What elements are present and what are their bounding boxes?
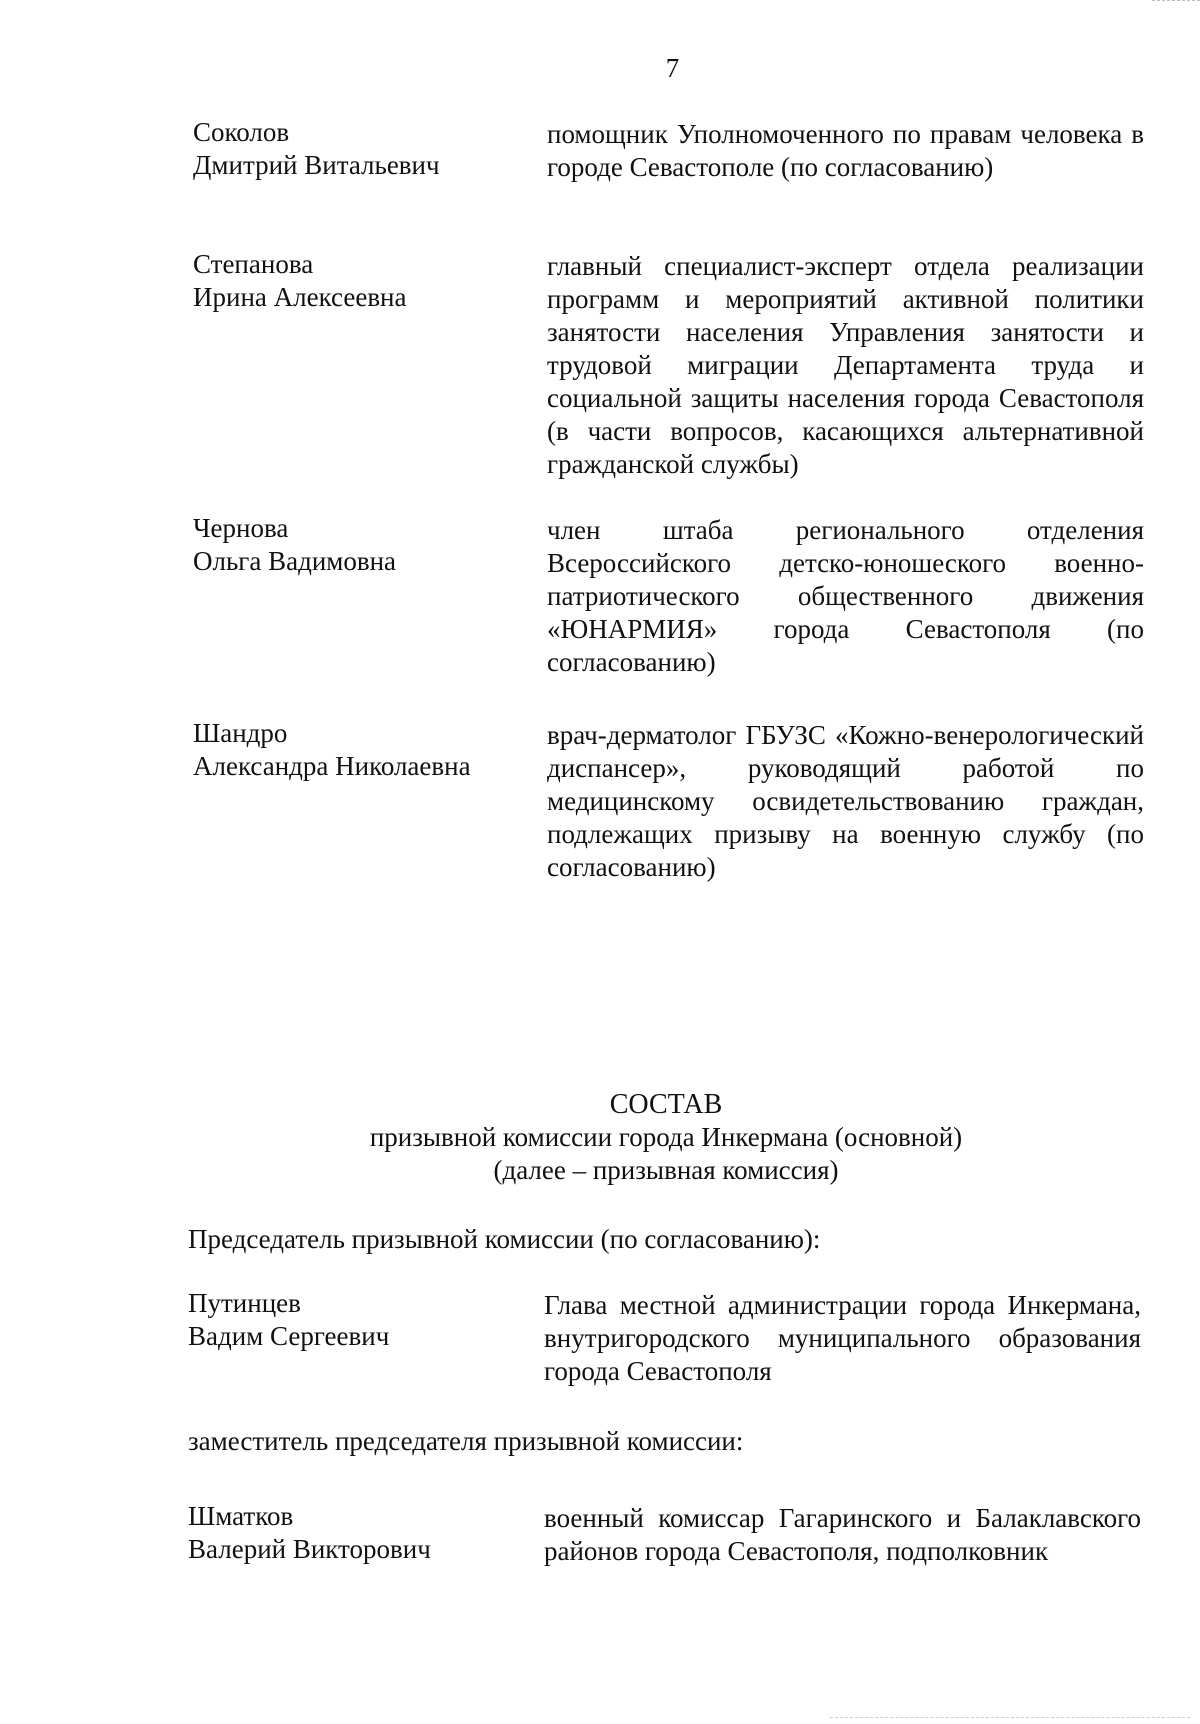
member-surname: Соколов bbox=[193, 117, 290, 147]
member-name bbox=[193, 512, 523, 578]
chair-given-name: Вадим Сергеевич bbox=[188, 1321, 390, 1351]
member-role: врач-дерматолог ГБУЗС «Кожно-венерологический диспансер», руководящий работой по медицинскому освидетельствованию граждан, подлежащих призыву на военную службу (по согласованию) bbox=[547, 720, 1144, 882]
composition-heading bbox=[0, 1088, 1200, 1187]
member-surname: Шандро bbox=[193, 718, 288, 748]
chair-role: Глава местной администрации города Инкермана, внутригородского муниципального образования города Севастополя bbox=[544, 1290, 1141, 1386]
deputy-name bbox=[188, 1500, 518, 1566]
scan-edge-mark bbox=[1152, 0, 1200, 4]
member-given-name: Дмитрий Витальевич bbox=[193, 150, 440, 180]
member-name bbox=[193, 717, 523, 783]
member-given-name: Ольга Вадимовна bbox=[193, 546, 397, 576]
member-role: член штаба регионального отделения Всероссийского детско-юношеского военно-патриотического общественного движения «ЮНАРМИЯ» города Севастополя (по согласованию) bbox=[547, 515, 1144, 677]
page-number: 7 bbox=[665, 53, 680, 83]
member-name bbox=[193, 116, 523, 182]
member-given-name: Ирина Алексеевна bbox=[193, 282, 407, 312]
member-given-name: Александра Николаевна bbox=[193, 751, 471, 781]
member-role: главный специалист-эксперт отдела реализации программ и мероприятий активной политики занятости населения Управления занятости и трудовой миграции Департамента труда и социальной защиты населения города Севастополя (в части вопросов, касающихся альтернативной гражданской службы) bbox=[547, 251, 1144, 479]
heading-title: СОСТАВ bbox=[609, 1089, 723, 1120]
heading-note: (далее – призывная комиссия) bbox=[493, 1155, 839, 1185]
member-role: помощник Уполномоченного по правам человека в городе Севастополе (по согласованию) bbox=[547, 119, 1144, 182]
member-surname: Чернова bbox=[193, 513, 289, 543]
deputy-label: заместитель председателя призывной комиссии: bbox=[188, 1426, 744, 1456]
scan-edge-mark bbox=[830, 1717, 1190, 1720]
deputy-given-name: Валерий Викторович bbox=[188, 1534, 431, 1564]
deputy-role: военный комиссар Гагаринского и Балаклавского районов города Севастополя, подполковник bbox=[544, 1503, 1141, 1566]
member-name bbox=[193, 248, 523, 314]
deputy-surname: Шматков bbox=[188, 1501, 294, 1531]
chair-surname: Путинцев bbox=[188, 1288, 301, 1318]
member-surname: Степанова bbox=[193, 249, 314, 279]
chair-label: Председатель призывной комиссии (по согласованию): bbox=[188, 1224, 821, 1254]
heading-subtitle: призывной комиссии города Инкермана (основной) bbox=[369, 1122, 963, 1152]
chair-name bbox=[188, 1287, 518, 1353]
